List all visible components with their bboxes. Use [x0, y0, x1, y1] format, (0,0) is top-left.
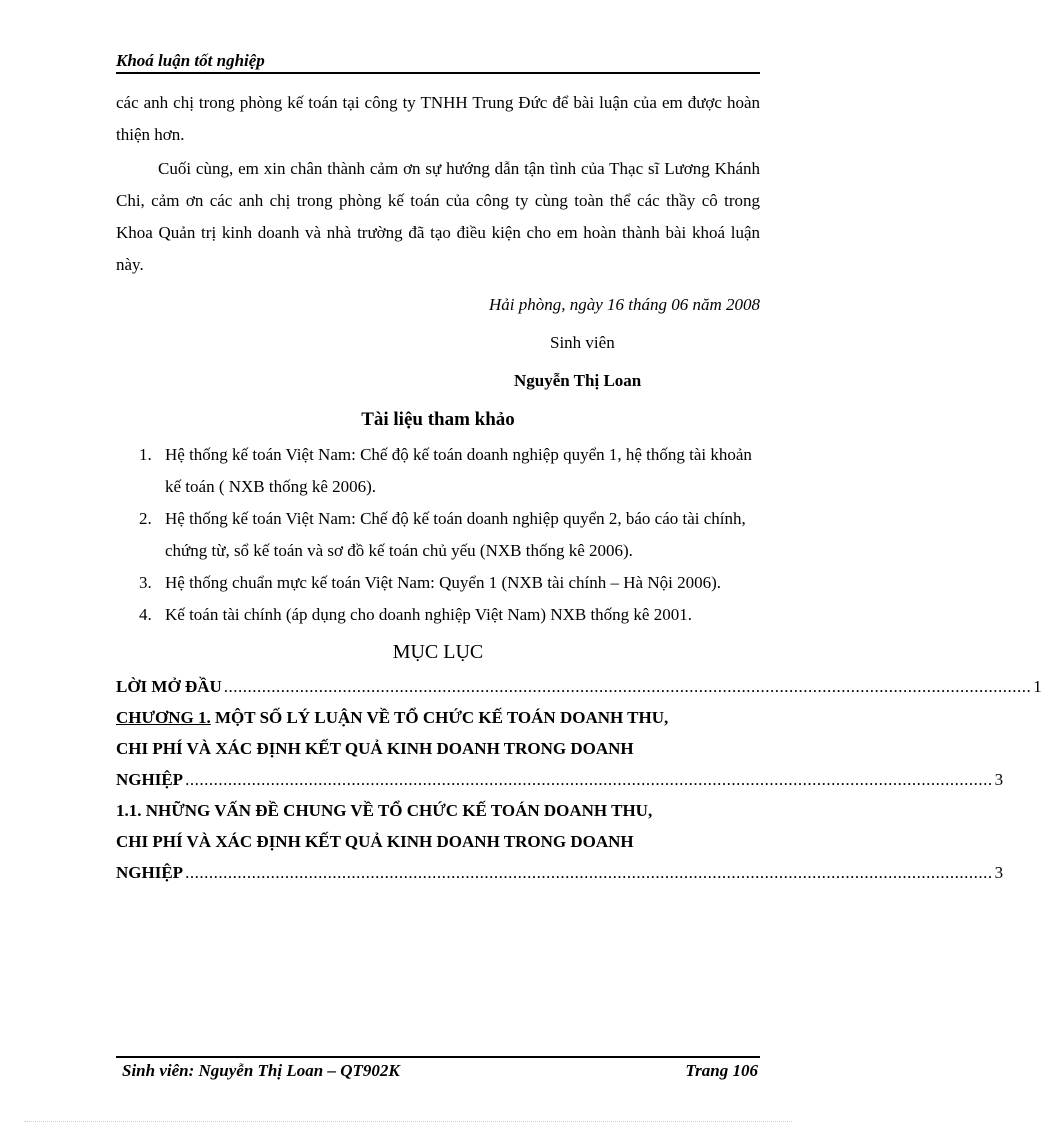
reference-item — [116, 567, 760, 599]
header-title: Khoá luận tốt nghiệp — [116, 51, 265, 70]
toc-page-number: 3 — [994, 863, 1004, 882]
toc-dot-leader: .......................................................................................................................................................................... — [223, 677, 1032, 696]
toc-entry-line: CHI PHÍ VÀ XÁC ĐỊNH KẾT QUẢ KINH DOANH TRONG DOANH — [116, 739, 634, 758]
toc-entry-line: CHI PHÍ VÀ XÁC ĐỊNH KẾT QUẢ KINH DOANH TRONG DOANH — [116, 832, 634, 851]
reference-number: 4. — [139, 605, 152, 624]
signature-name: Nguyễn Thị Loan — [514, 371, 642, 390]
references-title: Tài liệu tham khảo — [361, 409, 515, 430]
toc-entry-line: 1.1. NHỮNG VẤN ĐỀ CHUNG VỀ TỔ CHỨC KẾ TOÁN DOANH THU, — [116, 801, 653, 820]
toc-page-number: 1 — [1033, 677, 1042, 696]
reference-number: 1. — [139, 445, 152, 464]
reference-text: Kế toán tài chính (áp dụng cho doanh nghiệp Việt Nam) NXB thống kê 2001. — [165, 605, 692, 624]
toc-entry-leader-line — [116, 764, 1004, 795]
toc-entry-title: NGHIỆP — [116, 770, 184, 789]
page-header — [116, 50, 760, 72]
reference-item — [116, 439, 760, 503]
reference-number: 3. — [139, 573, 152, 592]
signature-block — [116, 281, 760, 390]
page-body — [116, 87, 1042, 888]
footer-rule — [116, 1056, 760, 1058]
toc-title: MỤC LỤC — [392, 641, 484, 663]
header-rule — [116, 72, 760, 74]
toc-entry[interactable] — [116, 671, 1042, 702]
reference-text: Hệ thống chuẩn mực kế toán Việt Nam: Quyển 1 (NXB tài chính – Hà Nội 2006). — [165, 573, 722, 592]
toc-dot-leader: .......................................................................................................................................................................... — [185, 770, 993, 789]
reference-item — [116, 599, 760, 631]
reference-text: Hệ thống kế toán Việt Nam: Chế độ kế toán doanh nghiệp quyển 2, báo cáo tài chính, chứng từ, sổ kế toán và sơ đồ kế toán chủ yếu (NXB thống kê 2006). — [165, 509, 746, 560]
toc-page-number: 3 — [994, 770, 1004, 789]
footer-author: Sinh viên: Nguyễn Thị Loan – QT902K — [122, 1061, 400, 1080]
toc-entry-title: LỜI MỞ ĐẦU — [116, 677, 222, 696]
footer-page-number: Trang 106 — [685, 1061, 758, 1080]
paragraph-thanks: Cuối cùng, em xin chân thành cảm ơn sự hướng dẫn tận tình của Thạc sĩ Lương Khánh Chi, cảm ơn các anh chị trong phòng kế toán của công ty cùng toàn thể các thầy cô trong Khoa Quản trị kinh doanh và nhà trường đã tạo điều kiện cho em hoàn thành bài khoá luận này. — [116, 159, 760, 274]
toc-chapter-prefix: CHƯƠNG 1. — [116, 708, 211, 727]
toc-dot-leader: .......................................................................................................................................................................... — [185, 863, 993, 882]
references-list — [116, 439, 760, 631]
toc-entry-line — [116, 702, 760, 733]
signature-role: Sinh viên — [550, 333, 615, 352]
reference-number: 2. — [139, 509, 152, 528]
toc-entry-leader-line — [116, 671, 1042, 702]
paragraph-continuation: các anh chị trong phòng kế toán tại công ty TNHH Trung Đức để bài luận của em được hoàn thiện hơn. — [116, 93, 760, 144]
signature-date: Hải phòng, ngày 16 tháng 06 năm 2008 — [488, 295, 760, 314]
reference-item — [116, 503, 760, 567]
toc-entry-title: NGHIỆP — [116, 863, 184, 882]
toc-entry-leader-line — [116, 857, 1004, 888]
toc-entry[interactable] — [116, 795, 1004, 888]
reference-text: Hệ thống kế toán Việt Nam: Chế độ kế toán doanh nghiệp quyển 1, hệ thống tài khoản kế toán ( NXB thống kê 2006). — [165, 445, 752, 496]
toc-entry-text: MỘT SỐ LÝ LUẬN VỀ TỔ CHỨC KẾ TOÁN DOANH THU, — [210, 708, 669, 727]
page-bottom-border — [24, 1121, 792, 1122]
toc-entry[interactable] — [116, 702, 1004, 795]
